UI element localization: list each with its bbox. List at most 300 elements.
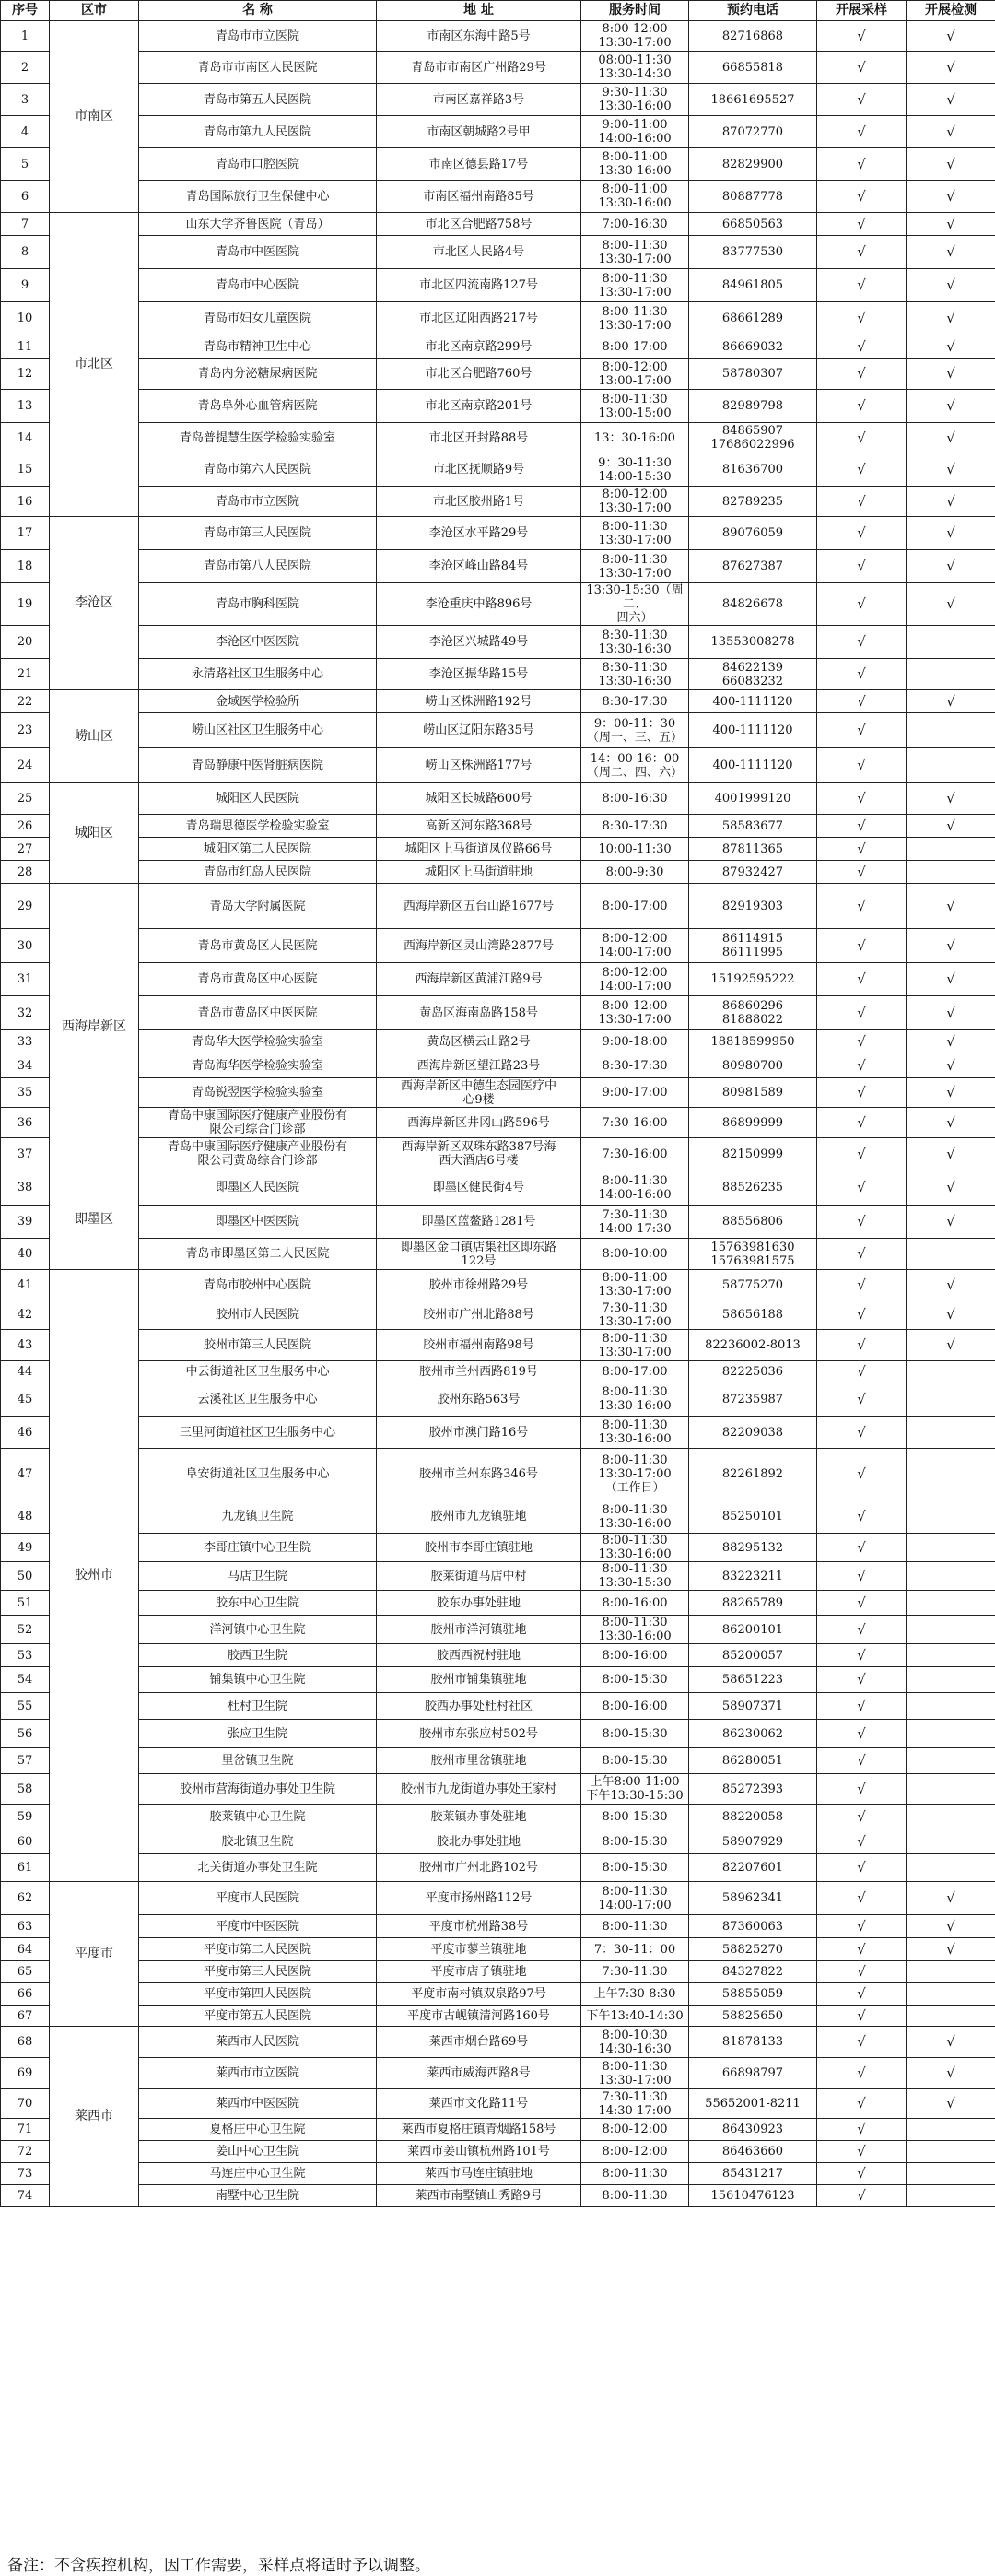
site-address: 胶莱镇办事处驻地 [377,1805,581,1829]
sampling-mark: √ [817,1616,907,1644]
phone-number: 82261892 [689,1449,817,1500]
sampling-mark: √ [817,626,907,659]
testing-mark: √ [907,453,995,487]
testing-mark: √ [907,148,995,181]
table-row [1,487,995,517]
phone-number: 84826678 [689,583,817,626]
service-time: 8:00-12:00 [581,2119,689,2141]
service-time: 9:00-17:00 [581,1078,689,1108]
phone-number: 80980700 [689,1053,817,1078]
testing-mark: √ [907,690,995,713]
row-number: 37 [1,1138,50,1170]
testing-mark: √ [907,1300,995,1330]
testing-mark [907,1961,995,1983]
site-name: 平度市人民医院 [139,1882,377,1915]
phone-number: 82919303 [689,884,817,929]
site-name: 青岛锐翌医学检验实验室 [139,1078,377,1108]
phone-number: 58775270 [689,1270,817,1300]
service-time: 8:00-12:00 13:30-17:00 [581,21,689,52]
service-time: 7:30-11:30 14:00-17:30 [581,1206,689,1239]
sampling-mark: √ [817,1829,907,1854]
service-time: 8:00-11:30 13:30-16:00 [581,1382,689,1417]
table-row [1,838,995,861]
service-time: 8:00-11:30 14:00-16:00 [581,1170,689,1206]
sampling-mark: √ [817,1983,907,2006]
site-name: 青岛市胶州中心医院 [139,1270,377,1300]
row-number: 57 [1,1748,50,1774]
phone-number: 4001999120 [689,783,817,815]
service-time: 8:00-11:30 [581,2185,689,2207]
sampling-mark: √ [817,1805,907,1829]
sampling-mark: √ [817,423,907,453]
site-address: 胶东办事处驻地 [377,1591,581,1616]
header-service-time: 服务时间 [581,1,689,21]
site-name: 胶莱镇中心卫生院 [139,1805,377,1829]
table-row [1,1616,995,1644]
testing-mark: √ [907,181,995,213]
sampling-mark: √ [817,2119,907,2141]
service-time: 8:30-17:30 [581,690,689,713]
site-address: 即墨区健民街4号 [377,1170,581,1206]
testing-mark [907,2119,995,2141]
row-number: 64 [1,1938,50,1961]
site-name: 青岛市妇女儿童医院 [139,302,377,335]
service-time: 8:00-15:30 [581,1854,689,1882]
testing-mark: √ [907,269,995,302]
testing-mark: √ [907,423,995,453]
phone-number: 58651223 [689,1667,817,1693]
table-row [1,1108,995,1138]
service-time: 8:00-12:00 [581,2141,689,2163]
service-time: 8:00-11:00 13:30-16:00 [581,181,689,213]
sampling-mark: √ [817,1382,907,1417]
row-number: 16 [1,487,50,517]
site-name: 青岛海华医学检验实验室 [139,1053,377,1078]
site-name: 夏格庄中心卫生院 [139,2119,377,2141]
service-time: 9:00-18:00 [581,1030,689,1053]
row-number: 48 [1,1500,50,1534]
phone-number: 82209038 [689,1417,817,1449]
table-row [1,1748,995,1774]
row-number: 66 [1,1983,50,2006]
site-address: 莱西市南墅镇山秀路9号 [377,2185,581,2207]
sampling-mark: √ [817,1500,907,1534]
site-address: 胶州市铺集镇驻地 [377,1667,581,1693]
site-name: 青岛市第五人民医院 [139,84,377,116]
sampling-mark: √ [817,1938,907,1961]
site-name: 胶州市人民医院 [139,1300,377,1330]
row-number: 12 [1,359,50,390]
site-address: 城阳区上马街道凤仪路66号 [377,838,581,861]
testing-mark: √ [907,302,995,335]
sampling-mark: √ [817,1108,907,1138]
table-row [1,181,995,213]
phone-number: 84865907 17686022996 [689,423,817,453]
row-number: 19 [1,583,50,626]
phone-number: 88556806 [689,1206,817,1239]
sampling-mark: √ [817,52,907,84]
site-address: 西海岸新区双珠东路387号海 西大酒店6号楼 [377,1138,581,1170]
row-number: 47 [1,1449,50,1500]
testing-mark [907,2185,995,2207]
service-time: 8:00-10:30 14:30-16:30 [581,2027,689,2058]
row-number: 25 [1,783,50,815]
table-row [1,1078,995,1108]
phone-number: 400-1111120 [689,748,817,783]
table-row [1,1300,995,1330]
testing-mark [907,1667,995,1693]
site-address: 平度市蓼兰镇驻地 [377,1938,581,1961]
site-name: 青岛市第八人民医院 [139,550,377,583]
table-row [1,1720,995,1748]
testing-mark: √ [907,929,995,963]
table-row [1,1030,995,1053]
table-row [1,2058,995,2089]
phone-number: 58907929 [689,1829,817,1854]
service-time: 8:00-11:30 13:00-15:00 [581,390,689,423]
site-address: 平度市古岘镇清河路160号 [377,2006,581,2027]
service-time: 8:00-11:30 13:30-17:00 [581,1330,689,1361]
phone-number: 400-1111120 [689,690,817,713]
header-testing: 开展检测 [907,1,995,21]
sampling-mark: √ [817,690,907,713]
site-address: 西海岸新区中德生态园医疗中 心9楼 [377,1078,581,1108]
row-number: 32 [1,996,50,1030]
site-name: 青岛市市南区人民医院 [139,52,377,84]
testing-mark: √ [907,996,995,1030]
service-time: 8:00-15:30 [581,1720,689,1748]
site-name: 南墅中心卫生院 [139,2185,377,2207]
row-number: 45 [1,1382,50,1417]
phone-number: 82225036 [689,1361,817,1382]
site-name: 青岛普提慧生医学检验实验室 [139,423,377,453]
phone-number: 58780307 [689,359,817,390]
site-name: 崂山区社区卫生服务中心 [139,713,377,748]
service-time: 8:00-9:30 [581,861,689,884]
header-district: 区市 [50,1,139,21]
site-address: 胶北办事处驻地 [377,1829,581,1854]
site-name: 青岛市黄岛区人民医院 [139,929,377,963]
site-address: 西海岸新区望江路23号 [377,1053,581,1078]
site-name: 李哥庄镇中心卫生院 [139,1534,377,1562]
table-row [1,748,995,783]
service-time: 8:00-11:30 13:30-17:00 [581,550,689,583]
service-time: 8:00-11:30 13:30-17:00 [581,302,689,335]
testing-mark [907,1500,995,1534]
table-row [1,390,995,423]
site-address: 胶州市徐州路29号 [377,1270,581,1300]
row-number: 8 [1,236,50,269]
phone-number: 87360063 [689,1915,817,1938]
service-time: 10:00-11:30 [581,838,689,861]
site-name: 城阳区第二人民医院 [139,838,377,861]
table-row [1,550,995,583]
row-number: 41 [1,1270,50,1300]
phone-number: 58962341 [689,1882,817,1915]
phone-number: 82829900 [689,148,817,181]
site-name: 城阳区人民医院 [139,783,377,815]
testing-mark [907,1562,995,1591]
phone-number: 86463660 [689,2141,817,2163]
site-name: 莱西市市立医院 [139,2058,377,2089]
site-name: 胶北镇卫生院 [139,1829,377,1854]
site-name: 青岛内分泌糖尿病医院 [139,359,377,390]
site-address: 市南区朝城路2号甲 [377,116,581,148]
district-cell: 市南区 [50,21,139,213]
table-row [1,2006,995,2027]
site-name: 马连庄中心卫生院 [139,2163,377,2185]
service-time: 下午13:40-14:30 [581,2006,689,2027]
site-name: 九龙镇卫生院 [139,1500,377,1534]
sampling-mark: √ [817,884,907,929]
header-name: 名 称 [139,1,377,21]
site-name: 三里河街道社区卫生服务中心 [139,1417,377,1449]
phone-number: 88220058 [689,1805,817,1829]
site-address: 市北区合肥路760号 [377,359,581,390]
table-row [1,2027,995,2058]
row-number: 68 [1,2027,50,2058]
phone-number: 58855059 [689,1983,817,2006]
site-name: 洋河镇中心卫生院 [139,1616,377,1644]
service-time: 8:00-11:30 13:30-17:00 [581,517,689,550]
site-name: 胶州市营海街道办事处卫生院 [139,1774,377,1805]
header-sampling: 开展采样 [817,1,907,21]
site-name: 青岛市第三人民医院 [139,517,377,550]
testing-mark: √ [907,390,995,423]
sampling-mark: √ [817,1239,907,1270]
site-name: 莱西市中医医院 [139,2089,377,2119]
table-row [1,1500,995,1534]
service-time: 8:00-11:30 13:30-16:00 [581,1417,689,1449]
phone-number: 18818599950 [689,1030,817,1053]
testing-mark [907,1239,995,1270]
service-time: 8:00-11:30 13:30-17:00 [581,2058,689,2089]
site-name: 金域医学检验所 [139,690,377,713]
site-name: 青岛中康国际医疗健康产业股份有 限公司综合门诊部 [139,1108,377,1138]
table-row [1,84,995,116]
site-name: 平度市第三人民医院 [139,1961,377,1983]
testing-mark: √ [907,84,995,116]
site-address: 市北区胶州路1号 [377,487,581,517]
site-name: 平度市第四人民医院 [139,1983,377,2006]
header-no: 序号 [1,1,50,21]
service-time: 8:00-11:30 14:00-17:00 [581,1882,689,1915]
sampling-mark: √ [817,1644,907,1667]
table-row [1,2141,995,2163]
table-row [1,996,995,1030]
table-row [1,1854,995,1882]
phone-number: 86669032 [689,335,817,359]
row-number: 27 [1,838,50,861]
service-time: 8:00-11:30 [581,2163,689,2185]
site-name: 莱西市人民医院 [139,2027,377,2058]
site-name: 李沧区中医医院 [139,626,377,659]
site-address: 莱西市烟台路69号 [377,2027,581,2058]
testing-mark: √ [907,1170,995,1206]
service-time: 8:00-11:00 13:30-16:00 [581,148,689,181]
testing-mark: √ [907,52,995,84]
testing-mark: √ [907,359,995,390]
service-time: 9：00-11：30 （周一、三、五） [581,713,689,748]
sampling-mark: √ [817,1667,907,1693]
sampling-mark: √ [817,116,907,148]
row-number: 54 [1,1667,50,1693]
row-number: 15 [1,453,50,487]
testing-mark: √ [907,1330,995,1361]
table-header-row [1,1,995,21]
sampling-mark: √ [817,1138,907,1170]
site-address: 市北区合肥路758号 [377,213,581,236]
site-name: 马店卫生院 [139,1562,377,1591]
phone-number: 86280051 [689,1748,817,1774]
row-number: 65 [1,1961,50,1983]
site-address: 高新区河东路368号 [377,815,581,838]
service-time: 8:00-15:30 [581,1748,689,1774]
row-number: 44 [1,1361,50,1382]
site-name: 永清路社区卫生服务中心 [139,659,377,690]
table-body [1,21,995,2207]
site-name: 北关街道办事处卫生院 [139,1854,377,1882]
row-number: 22 [1,690,50,713]
site-name: 青岛市中医医院 [139,236,377,269]
row-number: 55 [1,1693,50,1720]
sampling-mark: √ [817,583,907,626]
phone-number: 86899999 [689,1108,817,1138]
phone-number: 89076059 [689,517,817,550]
service-time: 8:00-12:00 14:00-17:00 [581,929,689,963]
sampling-mark: √ [817,1591,907,1616]
table-row [1,423,995,453]
table-row [1,335,995,359]
service-time: 9:30-11:30 13:30-16:00 [581,84,689,116]
site-name: 铺集镇中心卫生院 [139,1667,377,1693]
site-name: 胶州市第三人民医院 [139,1330,377,1361]
site-name: 平度市中医医院 [139,1915,377,1938]
table-row [1,1330,995,1361]
site-address: 莱西市文化路11号 [377,2089,581,2119]
phone-number: 66850563 [689,213,817,236]
sampling-mark: √ [817,181,907,213]
table-row [1,148,995,181]
phone-number: 86230062 [689,1720,817,1748]
service-time: 7:00-16:30 [581,213,689,236]
sampling-mark: √ [817,1206,907,1239]
sampling-mark: √ [817,2185,907,2207]
service-time: 8:00-11:30 13:30-17:00 [581,269,689,302]
testing-mark: √ [907,1078,995,1108]
site-name: 青岛中康国际医疗健康产业股份有 限公司黄岛综合门诊部 [139,1138,377,1170]
testing-mark [907,1774,995,1805]
testing-mark [907,659,995,690]
phone-number: 15610476123 [689,2185,817,2207]
row-number: 20 [1,626,50,659]
site-name: 中云街道社区卫生服务中心 [139,1361,377,1382]
row-number: 26 [1,815,50,838]
row-number: 14 [1,423,50,453]
row-number: 10 [1,302,50,335]
site-address: 胶州市福州南路98号 [377,1330,581,1361]
site-name: 张应卫生院 [139,1720,377,1748]
testing-mark: √ [907,2058,995,2089]
sampling-mark: √ [817,335,907,359]
testing-mark [907,626,995,659]
service-time: 7:30-11:30 13:30-17:00 [581,1300,689,1330]
table-row [1,1644,995,1667]
sampling-mark: √ [817,1270,907,1300]
site-address: 市北区南京路299号 [377,335,581,359]
row-number: 50 [1,1562,50,1591]
site-name: 山东大学齐鲁医院（青岛） [139,213,377,236]
sampling-mark: √ [817,269,907,302]
sampling-mark: √ [817,236,907,269]
row-number: 7 [1,213,50,236]
sampling-mark: √ [817,2141,907,2163]
testing-mark: √ [907,487,995,517]
phone-number: 85431217 [689,2163,817,2185]
testing-mark [907,1616,995,1644]
site-address: 市北区人民路4号 [377,236,581,269]
row-number: 5 [1,148,50,181]
sampling-mark: √ [817,2058,907,2089]
phone-number: 58907371 [689,1693,817,1720]
table-row [1,1534,995,1562]
service-time: 8:30-11:30 13:30-16:30 [581,626,689,659]
phone-number: 83223211 [689,1562,817,1591]
testing-mark: √ [907,815,995,838]
service-time: 8:00-16:00 [581,1591,689,1616]
site-address: 莱西市威海西路8号 [377,2058,581,2089]
table-row [1,517,995,550]
testing-mark [907,1983,995,2006]
phone-number: 58825650 [689,2006,817,2027]
header-phone: 预约电话 [689,1,817,21]
sampling-mark: √ [817,1774,907,1805]
site-address: 城阳区上马街道驻地 [377,861,581,884]
site-address: 胶州市广州北路102号 [377,1854,581,1882]
site-name: 青岛市市立医院 [139,21,377,52]
district-cell: 崂山区 [50,690,139,783]
service-time: 8:30-17:30 [581,815,689,838]
service-time: 8:30-11:30 13:30-16:30 [581,659,689,690]
sampling-mark: √ [817,390,907,423]
site-address: 胶莱街道马店中村 [377,1562,581,1591]
site-address: 西海岸新区黄浦江路9号 [377,963,581,996]
sampling-mark: √ [817,2089,907,2119]
sampling-mark: √ [817,1361,907,1382]
testing-mark: √ [907,884,995,929]
service-time: 7：30-11：00 [581,1938,689,1961]
district-cell: 平度市 [50,1882,139,2027]
district-cell: 即墨区 [50,1170,139,1270]
row-number: 13 [1,390,50,423]
sampling-mark: √ [817,1330,907,1361]
phone-number: 58656188 [689,1300,817,1330]
service-time: 08:00-11:30 13:30-14:30 [581,52,689,84]
site-name: 平度市第五人民医院 [139,2006,377,2027]
row-number: 67 [1,2006,50,2027]
service-time: 8:00-11:30 13:30-16:00 [581,1534,689,1562]
testing-mark [907,748,995,783]
row-number: 43 [1,1330,50,1361]
sampling-mark: √ [817,1170,907,1206]
table-row [1,236,995,269]
row-number: 1 [1,21,50,52]
row-number: 59 [1,1805,50,1829]
phone-number: 82236002-8013 [689,1330,817,1361]
site-address: 胶州市兰州东路346号 [377,1449,581,1500]
site-name: 杜村卫生院 [139,1693,377,1720]
phone-number: 18661695527 [689,84,817,116]
